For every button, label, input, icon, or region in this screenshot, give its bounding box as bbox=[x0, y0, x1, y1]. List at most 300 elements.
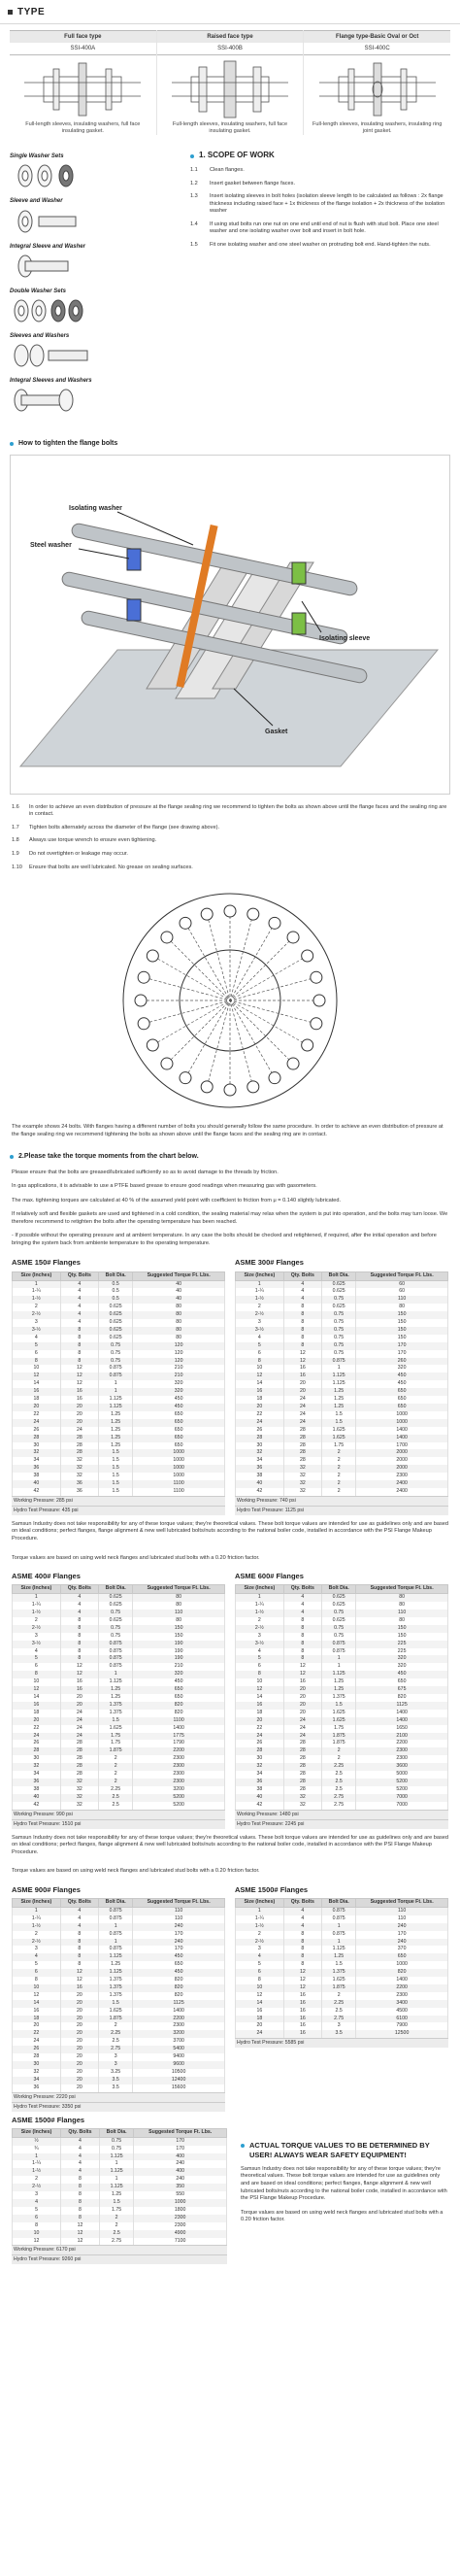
asme150-block bbox=[12, 1254, 225, 1515]
table-cell: 20 bbox=[60, 2030, 98, 2038]
table-cell: 2300 bbox=[133, 1763, 225, 1771]
table-cell: 12 bbox=[283, 1977, 321, 1984]
table-cell: 3600 bbox=[356, 1763, 448, 1771]
table-cell: 22 bbox=[236, 1725, 284, 1733]
table-cell: 80 bbox=[133, 1594, 225, 1602]
table-cell: 0.875 bbox=[99, 1915, 133, 1923]
table-row bbox=[13, 1725, 225, 1733]
table-cell: 1.125 bbox=[322, 1671, 356, 1678]
table-cell: 12500 bbox=[356, 2030, 448, 2038]
table-row bbox=[236, 1288, 448, 1296]
table-cell: 40 bbox=[236, 1794, 284, 1802]
table-row bbox=[13, 1961, 225, 1969]
table-cell: 820 bbox=[356, 1694, 448, 1702]
table-cell: 9400 bbox=[133, 2053, 225, 2061]
table-row bbox=[236, 1740, 448, 1747]
table-row bbox=[236, 1296, 448, 1304]
table-row bbox=[13, 2085, 225, 2092]
bolt-hole bbox=[138, 1018, 149, 1030]
table-cell: 8 bbox=[283, 1946, 321, 1953]
table-cell: 80 bbox=[133, 1617, 225, 1625]
table-cell: 8 bbox=[61, 2184, 100, 2191]
table-row bbox=[13, 2199, 227, 2207]
table-cell: 24 bbox=[283, 1733, 321, 1741]
table-cell: 3.25 bbox=[99, 2069, 133, 2077]
table-cell: 650 bbox=[356, 1388, 448, 1396]
table-cell: 8 bbox=[236, 1671, 284, 1678]
asme1500b-block bbox=[12, 2112, 227, 2265]
table-cell: 6 bbox=[13, 2215, 61, 2222]
table-row bbox=[236, 1610, 448, 1617]
table-cell: 28 bbox=[283, 1435, 321, 1442]
bolt-hole bbox=[224, 905, 236, 917]
table-row bbox=[236, 1435, 448, 1442]
table-cell: 20 bbox=[283, 1702, 321, 1710]
bolt-hole bbox=[302, 950, 313, 962]
table-cell: 8 bbox=[60, 1327, 98, 1335]
table-cell: 0.875 bbox=[322, 1907, 356, 1915]
table-cell: 40 bbox=[133, 1296, 225, 1304]
table-cell: 32 bbox=[60, 1802, 98, 1810]
table-cell: 1-¼ bbox=[13, 1602, 61, 1610]
table-cell: 24 bbox=[13, 1419, 61, 1427]
column-header: Size (Inches) bbox=[236, 1585, 284, 1594]
table-cell: 4 bbox=[283, 1915, 321, 1923]
table-row bbox=[13, 2191, 227, 2199]
table-title: ASME 600# Flanges bbox=[235, 1572, 304, 1581]
table-cell: 20 bbox=[13, 2022, 61, 2030]
table-cell: 36 bbox=[13, 2085, 61, 2092]
table-cell: 32 bbox=[236, 1449, 284, 1457]
table-cell: 34 bbox=[236, 1771, 284, 1779]
table-cell: 820 bbox=[133, 1992, 225, 2000]
table-cell: 16 bbox=[283, 1678, 321, 1686]
table-cell: 28 bbox=[60, 1449, 98, 1457]
table-cell: 1-½ bbox=[13, 2168, 61, 2176]
table-cell: 450 bbox=[133, 1678, 225, 1686]
table-cell: 14 bbox=[236, 1694, 284, 1702]
table-cell: 0.75 bbox=[322, 1296, 356, 1304]
table-row bbox=[13, 1473, 225, 1480]
table-cell: 12 bbox=[13, 1373, 61, 1380]
table-cell: 24 bbox=[283, 1396, 321, 1404]
table-cell: 2200 bbox=[133, 1747, 225, 1755]
table-cell: 1-½ bbox=[236, 1296, 284, 1304]
table-cell: 10500 bbox=[133, 2069, 225, 2077]
table-cell: 1.75 bbox=[322, 1725, 356, 1733]
table-cell: 5 bbox=[13, 1655, 61, 1663]
table-cell: 0.625 bbox=[322, 1617, 356, 1625]
table-cell: 820 bbox=[133, 1977, 225, 1984]
table-row bbox=[13, 1717, 225, 1725]
table-row bbox=[13, 2000, 225, 2008]
table-cell: 12 bbox=[60, 1380, 98, 1388]
working-pressure: Working Pressure: 6170 psi bbox=[12, 2245, 227, 2254]
table-row bbox=[13, 1288, 225, 1296]
table-row bbox=[236, 1663, 448, 1671]
table-row bbox=[13, 1633, 225, 1641]
hydro-test-pressure: Hydro Test Pressure: 1125 psi bbox=[235, 1506, 448, 1515]
bullet-dot-icon bbox=[10, 442, 14, 446]
table-row bbox=[236, 1931, 448, 1939]
table-cell: 18 bbox=[13, 2016, 61, 2023]
table-cell: 12 bbox=[60, 1373, 98, 1380]
table-cell: 450 bbox=[356, 1373, 448, 1380]
step-number: 1.1 bbox=[190, 167, 198, 174]
washer-label: Single Washer Sets bbox=[10, 153, 64, 160]
table-row bbox=[236, 1358, 448, 1366]
table-cell: 4 bbox=[236, 1648, 284, 1656]
table-cell: 170 bbox=[356, 1931, 448, 1939]
table-cell: 1100 bbox=[133, 1488, 225, 1496]
table-cell: 1000 bbox=[133, 1457, 225, 1465]
table-cell: 1400 bbox=[133, 2008, 225, 2016]
table-cell: 28 bbox=[13, 1435, 61, 1442]
step-text: If using stud bolts run one nut on one end until end of nut is flush with stud bolt. Place one steel washer and one isolating washer over bolt and insert in bolt hole. bbox=[210, 220, 439, 235]
table-cell: 650 bbox=[133, 1411, 225, 1419]
table-row bbox=[13, 1625, 225, 1633]
table-cell: 3 bbox=[13, 1946, 61, 1953]
table-cell: 14 bbox=[236, 1380, 284, 1388]
table-cell: 32 bbox=[283, 1794, 321, 1802]
column-header: Suggested Torque Ft. Lbs. bbox=[134, 2128, 227, 2137]
table-cell: 40 bbox=[133, 1280, 225, 1288]
table-cell: 120 bbox=[133, 1350, 225, 1358]
intro-paragraph: The max. tightening torques are calculated at 40 % of the assumed yield point with coefficient to friction from μ = 0.140 slightly lubricated. bbox=[12, 1197, 342, 1203]
column-header: Qty. Bolts bbox=[60, 1271, 98, 1280]
table-cell: 4 bbox=[60, 1280, 98, 1288]
table-cell: 1.875 bbox=[99, 2016, 133, 2023]
table-cell: 650 bbox=[133, 1435, 225, 1442]
table-cell: 28 bbox=[13, 1747, 61, 1755]
warning-title-text: ACTUAL TORQUE VALUES TO BE DETERMINED BY USER! ALWAYS WEAR SAFETY EQUIPMENT! bbox=[249, 2140, 430, 2159]
table-row bbox=[13, 2046, 225, 2053]
table-cell: 42 bbox=[236, 1802, 284, 1810]
table-cell: 1-½ bbox=[13, 1296, 61, 1304]
table-cell: 7900 bbox=[356, 2022, 448, 2030]
table-cell: 8 bbox=[60, 1358, 98, 1366]
table-cell: 12 bbox=[283, 1663, 321, 1671]
table-row bbox=[13, 2053, 225, 2061]
bolt-steps bbox=[0, 795, 460, 871]
table-row bbox=[236, 1655, 448, 1663]
table-row bbox=[236, 1373, 448, 1380]
table-row bbox=[13, 1594, 225, 1602]
table-row bbox=[236, 1678, 448, 1686]
table-cell: 8 bbox=[60, 1931, 98, 1939]
table-cell: 1.5 bbox=[99, 2199, 134, 2207]
table-cell: 1 bbox=[13, 1907, 61, 1915]
asme300-table bbox=[235, 1271, 448, 1496]
table-cell: 260 bbox=[356, 1358, 448, 1366]
table-cell: 42 bbox=[13, 1802, 61, 1810]
bolt-hole bbox=[147, 1039, 158, 1051]
step-number: 1.9 bbox=[12, 850, 19, 857]
table-row bbox=[13, 1946, 225, 1953]
table-row bbox=[236, 1771, 448, 1779]
hydro-test-pressure: Hydro Test Pressure: 5585 psi bbox=[235, 2038, 448, 2048]
table-cell: 20 bbox=[236, 1717, 284, 1725]
table-cell: 0.625 bbox=[99, 1304, 133, 1311]
table-row bbox=[13, 2137, 227, 2145]
table-cell: 18 bbox=[236, 1710, 284, 1717]
table-cell: 22 bbox=[13, 1725, 61, 1733]
table-row bbox=[13, 1350, 225, 1358]
table-row bbox=[13, 2176, 227, 2184]
table-cell: 8 bbox=[283, 1625, 321, 1633]
table-cell: 3.5 bbox=[322, 2030, 356, 2038]
table-cell: 1.375 bbox=[99, 1710, 133, 1717]
table-row bbox=[13, 2238, 227, 2246]
table-cell: 0.625 bbox=[99, 1327, 133, 1335]
table-cell: 3 bbox=[13, 2191, 61, 2199]
table-cell: 2.5 bbox=[322, 1771, 356, 1779]
table-cell: 0.625 bbox=[99, 1319, 133, 1327]
table-cell: 1.875 bbox=[322, 1733, 356, 1741]
table-row bbox=[236, 1786, 448, 1794]
gasket-label: Gasket bbox=[265, 728, 288, 735]
table-cell: 6 bbox=[236, 1969, 284, 1977]
table-cell: 0.625 bbox=[322, 1594, 356, 1602]
table-header-row bbox=[13, 1898, 225, 1907]
table-cell: 1.125 bbox=[99, 1953, 133, 1961]
table-cell: 20 bbox=[60, 2085, 98, 2092]
asme600-table bbox=[235, 1584, 448, 1809]
table-cell: 1-½ bbox=[236, 1610, 284, 1617]
table-cell: 28 bbox=[236, 1747, 284, 1755]
table-cell: 1 bbox=[322, 1655, 356, 1663]
table-cell: 1800 bbox=[134, 2207, 227, 2215]
table-row bbox=[13, 1702, 225, 1710]
table-row bbox=[13, 1404, 225, 1411]
table-row bbox=[13, 1771, 225, 1779]
table-cell: 2 bbox=[99, 2022, 133, 2030]
table-row bbox=[236, 1633, 448, 1641]
full-face-flange-drawing bbox=[24, 59, 141, 119]
table-cell: 1.25 bbox=[99, 1411, 133, 1419]
table-cell: 5000 bbox=[356, 1771, 448, 1779]
table-cell: 16 bbox=[283, 1365, 321, 1373]
table-cell: 320 bbox=[133, 1388, 225, 1396]
table-row bbox=[236, 1602, 448, 1610]
table-cell: 20 bbox=[13, 1404, 61, 1411]
table-row bbox=[236, 1671, 448, 1678]
table-cell: 0.5 bbox=[99, 1280, 133, 1288]
table-cell: 1.25 bbox=[322, 1953, 356, 1961]
table-cell: 2 bbox=[13, 1617, 61, 1625]
table-cell: 20 bbox=[13, 1717, 61, 1725]
table-row bbox=[13, 2207, 227, 2215]
table-cell: 36 bbox=[236, 1779, 284, 1786]
table-cell: 28 bbox=[60, 1755, 98, 1763]
asme400-block bbox=[12, 1568, 225, 1829]
step-text: Ensure that bolts are well lubricated. No grease on sealing surfaces. bbox=[29, 864, 193, 870]
table-row bbox=[236, 1939, 448, 1947]
table-cell: 110 bbox=[356, 1610, 448, 1617]
table-cell: 3.5 bbox=[99, 2085, 133, 2092]
table-cell: 190 bbox=[133, 1648, 225, 1656]
table-cell: 1-½ bbox=[13, 1923, 61, 1931]
table-cell: 2300 bbox=[133, 1755, 225, 1763]
table-row bbox=[13, 1740, 225, 1747]
table-cell: 8 bbox=[13, 1977, 61, 1984]
table-row bbox=[13, 1915, 225, 1923]
table-cell: 210 bbox=[133, 1373, 225, 1380]
table-cell: 32 bbox=[60, 1794, 98, 1802]
table-cell: 1.375 bbox=[99, 1992, 133, 2000]
table-cell: 24 bbox=[283, 1404, 321, 1411]
table-cell: 28 bbox=[13, 2053, 61, 2061]
table-cell: 2-½ bbox=[13, 1939, 61, 1947]
table-cell: 150 bbox=[356, 1625, 448, 1633]
table-cell: 0.75 bbox=[322, 1327, 356, 1335]
table-header-row bbox=[236, 1585, 448, 1594]
table-row bbox=[13, 1319, 225, 1327]
table-row bbox=[236, 1335, 448, 1342]
table-cell: 1.5 bbox=[322, 1411, 356, 1419]
type-code-cell: SSI-400B bbox=[157, 43, 304, 55]
table-cell: 80 bbox=[133, 1311, 225, 1319]
table-cell: 2300 bbox=[356, 1992, 448, 2000]
bolt-hole bbox=[287, 932, 299, 943]
table-cell: 8 bbox=[236, 1358, 284, 1366]
table-cell: 110 bbox=[356, 1915, 448, 1923]
table-row bbox=[13, 1311, 225, 1319]
table-cell: 1.125 bbox=[322, 1380, 356, 1388]
table-row bbox=[13, 1396, 225, 1404]
type-code-cell: SSI-400C bbox=[304, 43, 450, 55]
asme1500b-table bbox=[12, 2128, 227, 2246]
table-cell: 2.5 bbox=[322, 1779, 356, 1786]
table-cell: 20 bbox=[236, 1404, 284, 1411]
table-cell: 20 bbox=[60, 2046, 98, 2053]
table-cell: 1 bbox=[99, 1671, 133, 1678]
table-cell: 4 bbox=[13, 1335, 61, 1342]
table-cell: 1-½ bbox=[13, 1610, 61, 1617]
scope-row bbox=[0, 135, 460, 422]
list-item bbox=[190, 181, 450, 188]
table-cell: 8 bbox=[61, 2176, 100, 2184]
table-cell: 120 bbox=[133, 1342, 225, 1350]
table-cell: 450 bbox=[356, 1380, 448, 1388]
table-cell: 1100 bbox=[133, 1717, 225, 1725]
table-row bbox=[236, 1755, 448, 1763]
warning-paragraph: Samsun Industry does not take responsibility for any of these torque values; they're theoretical values. These bolt torque values are intended for use as guidelines only and are based on ideal conditions; perfect flanges, flange alignment & new well lubricated bolts/nuts according to the national boiler code, installed in accordance with the PSI Flange Makeup Procedure. bbox=[241, 2165, 447, 2202]
table-cell: 16 bbox=[60, 1396, 98, 1404]
table-cell: 0.75 bbox=[99, 1610, 133, 1617]
type-header bbox=[0, 0, 460, 24]
column-header: Bolt Dia. bbox=[99, 2128, 134, 2137]
table-cell: 28 bbox=[283, 1457, 321, 1465]
table-cell: 12 bbox=[236, 1992, 284, 2000]
table-cell: 6100 bbox=[356, 2016, 448, 2023]
table-cell: 80 bbox=[133, 1319, 225, 1327]
table-cell: 1000 bbox=[356, 1419, 448, 1427]
table-cell: 1.25 bbox=[99, 1961, 133, 1969]
list-item bbox=[12, 864, 448, 872]
tighten-title bbox=[0, 422, 460, 454]
table-cell: 20 bbox=[236, 2022, 284, 2030]
table-cell: 2200 bbox=[356, 1740, 448, 1747]
column-header: Bolt Dia. bbox=[99, 1271, 133, 1280]
table-row bbox=[13, 2168, 227, 2176]
table-row bbox=[236, 1480, 448, 1488]
table-cell: 0.875 bbox=[99, 1655, 133, 1663]
bolt-hole bbox=[247, 908, 259, 920]
table-row bbox=[236, 1717, 448, 1725]
washer-label: Integral Sleeves and Washers bbox=[10, 378, 92, 385]
table-cell: 30 bbox=[13, 1442, 61, 1450]
table-cell: 16 bbox=[13, 1702, 61, 1710]
double-washer-image bbox=[10, 298, 97, 323]
table-row bbox=[13, 2146, 227, 2153]
intro-paragraph: - If possible without the operating pressure and at ambient temperature. In any case the bolts should be checked and retightened, if required, after the initial operation and before bringing the system back from ambiente temperature to the operating temperature. bbox=[12, 1233, 437, 1246]
table-cell: 5 bbox=[236, 1655, 284, 1663]
table-cell: 1 bbox=[99, 1388, 133, 1396]
table-row bbox=[236, 1365, 448, 1373]
column-header: Qty. Bolts bbox=[60, 1585, 98, 1594]
table-cell: 1.625 bbox=[99, 1725, 133, 1733]
table-cell: 1.25 bbox=[99, 1694, 133, 1702]
table-cell: 8 bbox=[60, 1342, 98, 1350]
table-title: ASME 1500# Flanges bbox=[235, 1884, 309, 1894]
table-row bbox=[236, 1411, 448, 1419]
table-cell: 1.125 bbox=[99, 1404, 133, 1411]
bolt-hole bbox=[311, 1018, 322, 1030]
table-cell: 2 bbox=[322, 1755, 356, 1763]
table-row bbox=[236, 1992, 448, 2000]
table-cell: 0.625 bbox=[322, 1280, 356, 1288]
table-cell: 0.75 bbox=[322, 1342, 356, 1350]
table-cell: 24 bbox=[283, 1411, 321, 1419]
table-row bbox=[236, 1617, 448, 1625]
table-cell: 20 bbox=[283, 1710, 321, 1717]
type-header-cell: Flange type-Basic Oval or Oct bbox=[304, 30, 450, 43]
table-cell: 210 bbox=[133, 1365, 225, 1373]
step-number: 1.10 bbox=[12, 864, 22, 870]
table-cell: 1.125 bbox=[99, 1396, 133, 1404]
table-cell: 4 bbox=[13, 1953, 61, 1961]
table-cell: 320 bbox=[356, 1655, 448, 1663]
bullet-dot-icon bbox=[190, 154, 194, 158]
column-header: Size (Inches) bbox=[13, 1585, 61, 1594]
bolt-hole bbox=[224, 1084, 236, 1096]
table-cell: 42 bbox=[236, 1488, 284, 1496]
step-number: 1.2 bbox=[190, 180, 198, 186]
table-cell: 400 bbox=[134, 2153, 227, 2161]
table-cell: 1 bbox=[322, 1939, 356, 1947]
table-cell: 12 bbox=[60, 1663, 98, 1671]
table-cell: 320 bbox=[133, 1671, 225, 1678]
column-header: Qty. Bolts bbox=[283, 1585, 321, 1594]
table-cell: 5 bbox=[13, 2207, 61, 2215]
column-header: Bolt Dia. bbox=[322, 1271, 356, 1280]
table-cell: 150 bbox=[133, 1625, 225, 1633]
table-cell: 1.25 bbox=[99, 1686, 133, 1694]
table-cell: 12 bbox=[13, 1686, 61, 1694]
table-cell: 24 bbox=[60, 1710, 98, 1717]
table-cell: 14 bbox=[13, 1380, 61, 1388]
table-cell: 1.375 bbox=[99, 1977, 133, 1984]
table-row bbox=[236, 1319, 448, 1327]
table-cell: 2 bbox=[322, 1473, 356, 1480]
table-cell: 1.25 bbox=[322, 1686, 356, 1694]
table-cell: 650 bbox=[133, 1419, 225, 1427]
table-cell: 0.875 bbox=[99, 1365, 133, 1373]
scope-list bbox=[190, 167, 450, 249]
table-cell: 8 bbox=[60, 1946, 98, 1953]
table-cell: 22 bbox=[13, 1411, 61, 1419]
